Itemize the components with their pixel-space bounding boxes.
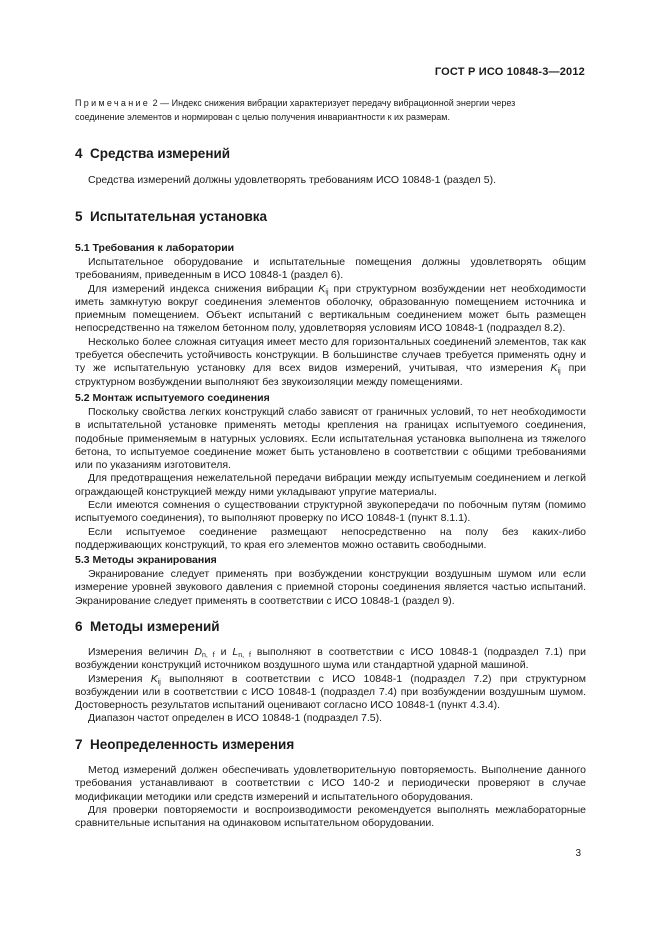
section-5-heading <box>75 209 267 224</box>
paragraph: Диапазон частот определен в ИСО 10848-1 (подраздел 7.5). <box>88 712 382 725</box>
note <box>75 96 586 124</box>
paragraph: Средства измерений должны удовлетворять требованиям ИСО 10848-1 (раздел 5). <box>88 174 496 186</box>
kij-symbol: K <box>550 362 558 375</box>
paragraph: Для предотвращения нежелательной передачи вибрации между испытуемым соединением и легкой ограждающей конструкцией между ними укладывают упругие материалы. <box>75 472 586 498</box>
section-4-heading <box>75 146 230 161</box>
paragraph: Для проверки повторяемости и воспроизводимости рекомендуется выполнять межлабораторные сравнительные испытания на одинаковом испытательном оборудовании. <box>75 803 586 830</box>
section-4-body <box>75 174 586 187</box>
note-text-line2: соединение элементов и нормирован с целью получения инвариантности к их размерам. <box>75 112 450 122</box>
subsection-5-1-body <box>75 256 586 389</box>
section-number: 6 <box>75 619 83 634</box>
subsection-5-3-heading: 5.3 Методы экранирования <box>75 554 217 566</box>
paragraph: Поскольку свойства легких конструкций слабо зависят от граничных условий, то нет необходимости в испытательной установке применять методы крепления на границах испытуемого соединения, подобные применяемым в натурных условиях. Если испытательная установка выполнена из тяжелого бетона, то испытуемое соединение может быть установлено в соответствии с общими требованиями или по указаниям изготовителя. <box>75 406 586 472</box>
d-symbol: D <box>194 646 202 658</box>
paragraph: Если имеются сомнения о существовании структурной звукопередачи по побочным путям (помимо испытуемого соединения), то выполняют проверку по ИСО 10848-1 (пункт 8.1.1). <box>75 499 586 525</box>
paragraph: Экранирование следует применять при возбуждении конструкции воздушным шумом или если измерение уровней звукового давления с приемной стороны соединения является частью испытаний. Экранирование следует применять в соответствии с ИСО 10848-1 (раздел 9). <box>75 568 586 607</box>
subsection-5-2-body <box>75 406 586 552</box>
section-7-body <box>75 764 586 830</box>
paragraph: Если испытуемое соединение размещают непосредственно на полу без каких-либо поддерживающих конструкций, то края его элементов можно оставить свободными. <box>75 525 586 551</box>
paragraph: Измерения $K_{ij}$ выполняют в соответствии с ИСО 10848-1 (подраздел 7.2) при структурном возбуждении или в соответствии с ИСО 10848-1 (подраздел 7.4) при возбуждении воздушным шумом. Достоверность результатов испытаний оценивают согласно ИСО 10848-1 (пункт 4.3.4). <box>75 672 586 712</box>
kij-symbol: K <box>318 282 326 295</box>
paragraph: Испытательное оборудование и испытательные помещения должны удовлетворять общим требованиям, приведенным в ИСО 10848-1 (раздел 6). <box>75 256 586 282</box>
section-number: 4 <box>75 146 83 161</box>
page-number: 3 <box>575 848 581 859</box>
document-code: ГОСТ Р ИСО 10848-3—2012 <box>434 66 585 78</box>
paragraph: Измерения величин $D_{n, f}$ и $L_{n, f}$ выполняют в соответствии с ИСО 10848-1 (подраздел 7.1) при возбуждении конструкций источником воздушного шума или стандартной ударной машиной. <box>75 646 586 672</box>
paragraph: Несколько более сложная ситуация имеет место для горизонтальных соединений элементов, так как требуется обеспечить устойчивость конструкции. В большинстве случаев требуется применять одну и ту же испытательную установку для всех видов измерений, учитывая, что измерения $K_{ij}$ при структурном возбуждении выполняют без звукоизоляции между помещениями. <box>75 335 586 388</box>
kij-symbol: K <box>150 672 158 685</box>
section-title: Методы измерений <box>90 619 220 634</box>
section-number: 5 <box>75 209 83 224</box>
paragraph: Для измерений индекса снижения вибрации $K_{ij}$ при структурном возбуждении нет необходимости иметь замкнутую вокруг соединения элементов оболочку, образованную помещением источника и приемным помещением. Объект испытаний с вертикальным соединением может быть размещен непосредственно на тяжелом бетонном полу, удовлетворяя условиям ИСО 10848-1 (подраздел 8.2). <box>75 282 586 335</box>
section-7-heading <box>75 737 294 752</box>
section-6-body <box>75 646 586 726</box>
section-title: Испытательная установка <box>90 209 268 224</box>
subsection-5-3-body <box>75 568 586 608</box>
subsection-5-2-heading: 5.2 Монтаж испытуемого соединения <box>75 392 270 404</box>
paragraph: Метод измерений должен обеспечивать удовлетворительную повторяемость. Выполнение данного требования устанавливают в соответствии с ИСО 140-2 и периодически проверяют в случае модификации методики или средств измерений и испытательного оборудования. <box>75 764 586 803</box>
section-title: Средства измерений <box>90 146 231 161</box>
note-text-line1: 2 — Индекс снижения вибрации характеризует передачу вибрационной энергии через <box>150 98 516 108</box>
l-symbol: L <box>232 646 239 658</box>
section-title: Неопределенность измерения <box>90 737 295 752</box>
subsection-5-1-heading: 5.1 Требования к лаборатории <box>75 242 235 254</box>
section-6-heading <box>75 619 220 634</box>
section-number: 7 <box>75 737 83 752</box>
note-label: Примечание <box>75 98 151 108</box>
